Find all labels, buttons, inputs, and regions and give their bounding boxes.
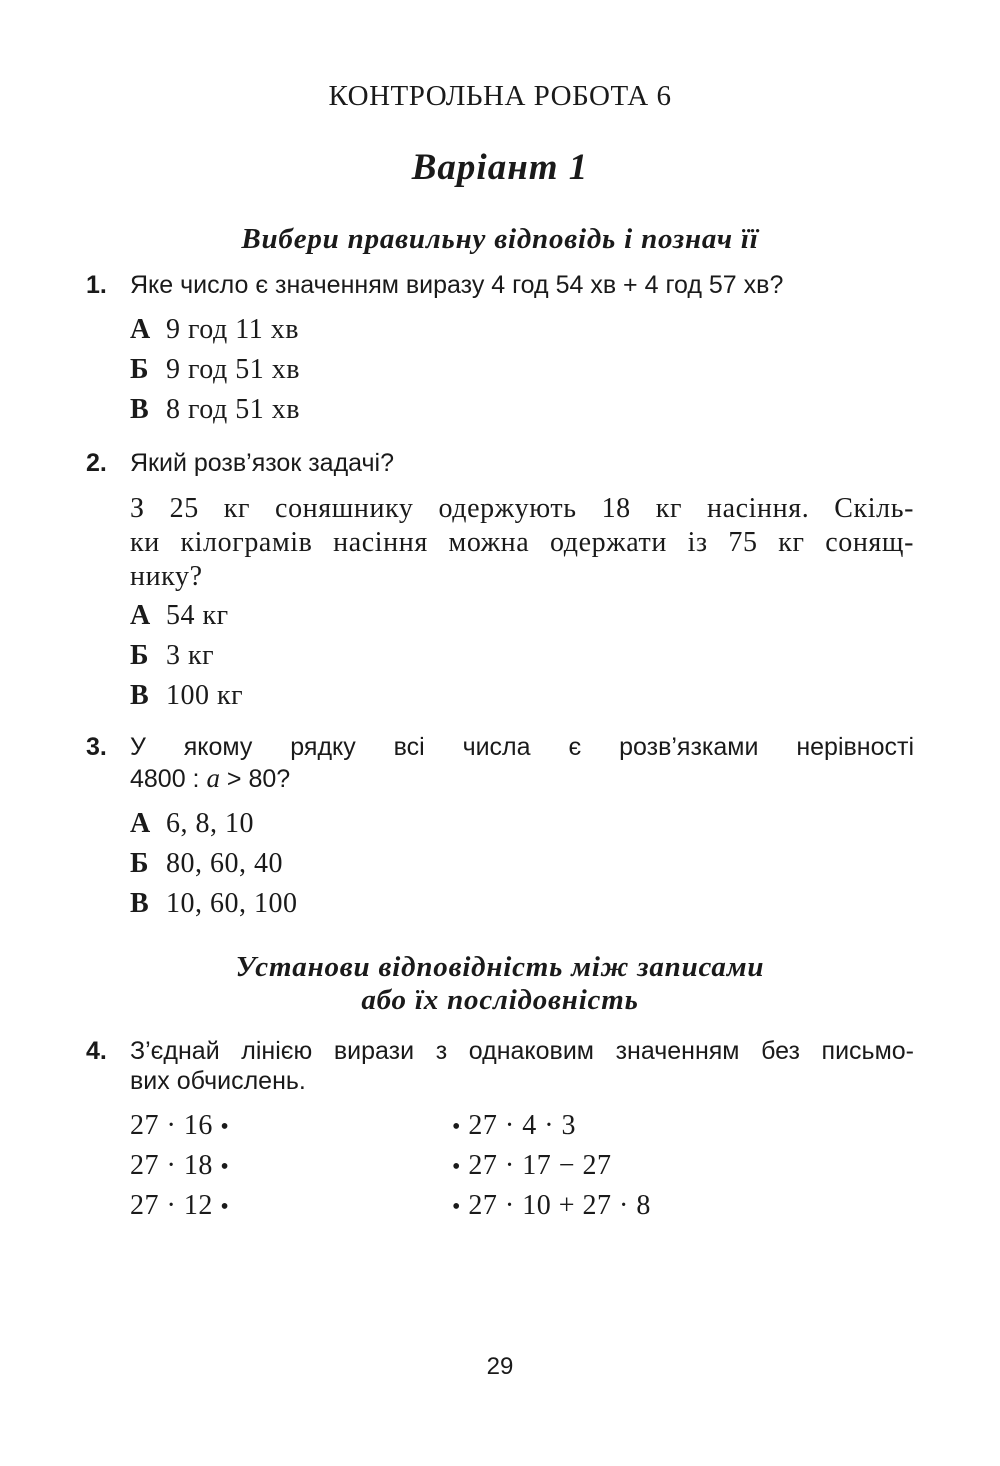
option-letter: А: [130, 600, 151, 631]
variable-a: а: [206, 763, 220, 793]
inequality-left: 4800 :: [130, 765, 207, 793]
problem-line-1: З 25 кг соняшнику одержують 18 кг насіння. Скіль-: [130, 493, 914, 524]
option-letter: В: [130, 394, 150, 425]
q1-option-b[interactable]: [130, 354, 300, 386]
connect-dot[interactable]: •: [452, 1154, 461, 1180]
inequality-right: > 80?: [219, 765, 291, 793]
expression-text: 27 · 16: [130, 1110, 213, 1141]
left-expression[interactable]: [130, 1190, 229, 1222]
option-letter: Б: [130, 640, 150, 671]
option-letter: Б: [130, 354, 150, 385]
question-text-3-line-1: У якому рядку всі числа є розв’язками нерівності: [130, 733, 914, 761]
option-letter: А: [130, 314, 151, 345]
q2-option-b[interactable]: [130, 640, 214, 672]
option-text: 6, 8, 10: [166, 808, 254, 839]
question-number-2: 2.: [86, 449, 107, 477]
option-text: 9 год 51 хв: [166, 354, 300, 385]
page-number: 29: [486, 1353, 514, 1380]
right-expression[interactable]: [452, 1150, 612, 1182]
option-letter: В: [130, 888, 150, 919]
expression-text: 27 · 18: [130, 1150, 213, 1181]
connect-dot[interactable]: •: [452, 1114, 461, 1140]
q3-option-b[interactable]: [130, 848, 283, 880]
expression-text: 27 · 4 · 3: [468, 1110, 577, 1141]
option-text: 9 год 11 хв: [166, 314, 299, 345]
question-number-3: 3.: [86, 733, 107, 761]
question-text-1: Яке число є значенням виразу 4 год 54 хв + 4 год 57 хв?: [130, 271, 784, 299]
problem-line-3: нику?: [130, 561, 203, 592]
section-heading-match-line-1: Установи відповідність між записами: [235, 951, 765, 983]
question-text-3-line-2: [130, 763, 290, 794]
option-text: 80, 60, 40: [166, 848, 283, 879]
problem-line-2: ки кілограмів насіння можна одержати із 75 кг сонящ-: [130, 527, 914, 558]
variant-heading: Варіант 1: [411, 147, 589, 188]
question-text-4-line-1: З’єднай лінією вирази з однаковим значенням без письмо-: [130, 1037, 914, 1065]
option-letter: Б: [130, 848, 150, 879]
q2-option-a[interactable]: [130, 600, 229, 632]
question-text-2: Який розв’язок задачі?: [130, 449, 394, 477]
q1-option-a[interactable]: [130, 314, 299, 346]
q2-option-v[interactable]: [130, 680, 243, 712]
option-text: 54 кг: [166, 600, 229, 631]
option-text: 3 кг: [166, 640, 215, 671]
option-letter: В: [130, 680, 150, 711]
right-expression[interactable]: [452, 1190, 651, 1222]
option-text: 100 кг: [166, 680, 244, 711]
connect-dot[interactable]: •: [220, 1114, 230, 1140]
left-expression[interactable]: [130, 1110, 229, 1142]
section-heading-match-line-2: або їх послідовність: [361, 984, 639, 1016]
option-text: 10, 60, 100: [166, 888, 298, 919]
q3-option-a[interactable]: [130, 808, 254, 840]
option-text: 8 год 51 хв: [166, 394, 300, 425]
left-expression[interactable]: [130, 1150, 229, 1182]
expression-text: 27 · 10 + 27 · 8: [468, 1190, 651, 1221]
section-heading-choose: Вибери правильну відповідь і познач її: [241, 223, 759, 255]
right-expression[interactable]: [452, 1110, 576, 1142]
question-number-1: 1.: [86, 271, 107, 299]
question-number-4: 4.: [86, 1037, 107, 1065]
expression-text: 27 · 12: [130, 1190, 213, 1221]
connect-dot[interactable]: •: [452, 1194, 461, 1220]
connect-dot[interactable]: •: [220, 1194, 230, 1220]
question-text-4-line-2: вих обчислень.: [130, 1067, 306, 1095]
q1-option-v[interactable]: [130, 394, 300, 426]
connect-dot[interactable]: •: [220, 1154, 230, 1180]
option-letter: А: [130, 808, 151, 839]
test-title: КОНТРОЛЬНА РОБОТА 6: [328, 80, 672, 112]
q3-option-v[interactable]: [130, 888, 298, 920]
expression-text: 27 · 17 − 27: [468, 1150, 612, 1181]
